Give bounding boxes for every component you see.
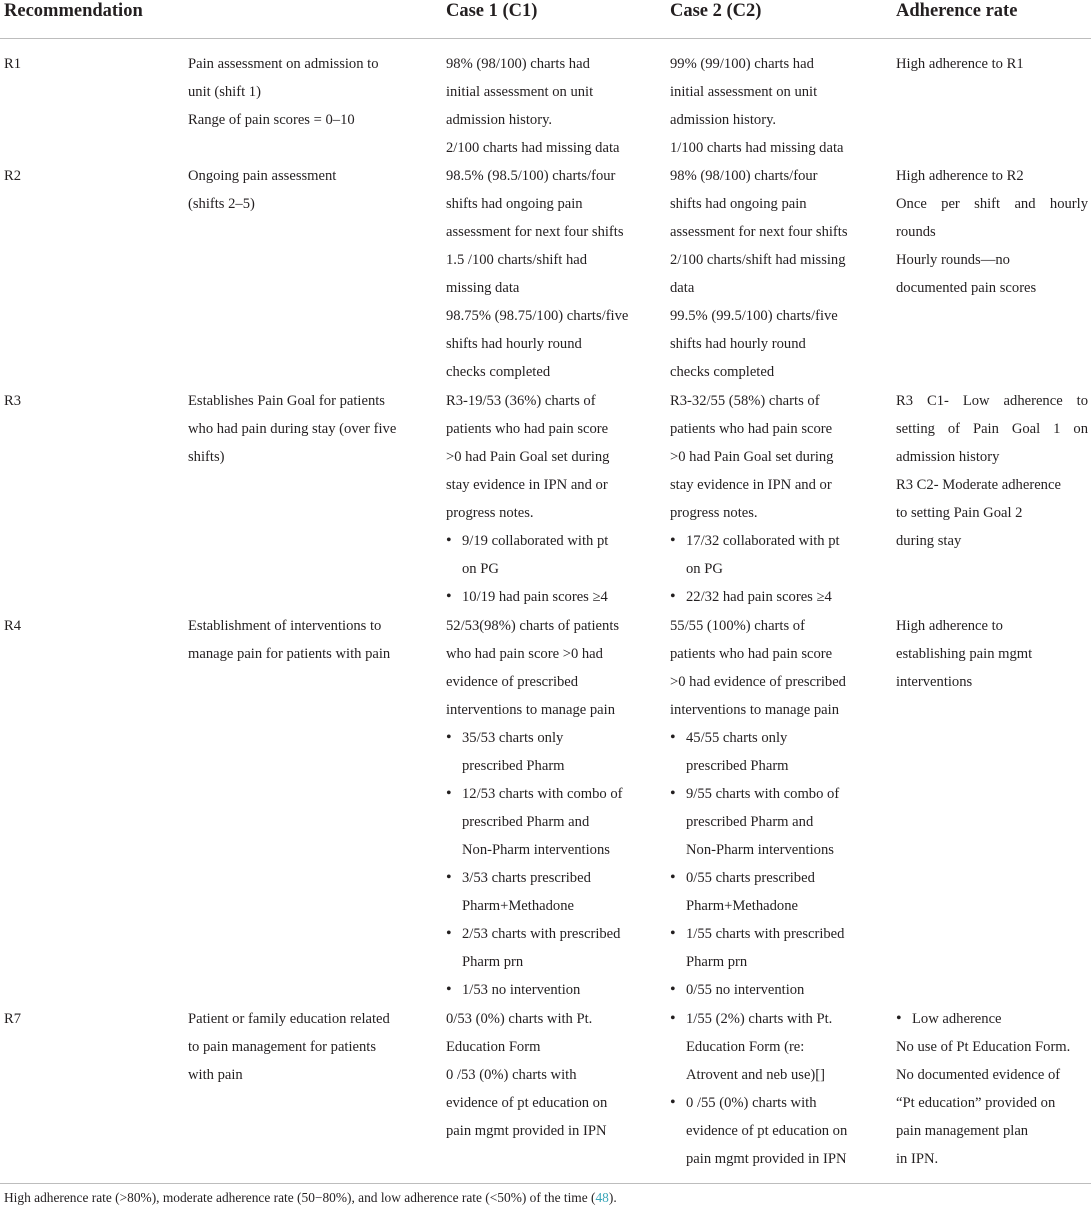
- case-1-result: R3-19/53 (36%) charts of patients who had pain score >0 had Pain Goal set during stay evidence in IPN and or progress notes. • 9/19 collaborated with pt on PG • 10/19 had pain scores ≥4: [446, 387, 646, 611]
- citation-link[interactable]: 48: [595, 1190, 609, 1205]
- recommendation-description: Establishes Pain Goal for patients who had pain during stay (over five shifts): [188, 393, 397, 465]
- case-1-result: 98% (98/100) charts had initial assessment on unit admission history. 2/100 charts had missing data: [446, 56, 620, 156]
- table-bottom-rule: [0, 1183, 1091, 1184]
- adherence-rate: High adherence to establishing pain mgmt interventions: [896, 618, 1033, 690]
- recommendation-id: R2: [4, 168, 22, 184]
- bullet-item: • 9/55 charts with combo of: [670, 780, 870, 808]
- header-recommendation: Recommendation: [4, 1, 143, 21]
- case-1-result: 98.5% (98.5/100) charts/four shifts had ongoing pain assessment for next four shifts 1.5 /100 charts/shift had missing data 98.75% (98.75/100) charts/five shifts had hourly round checks completed: [446, 168, 629, 380]
- header-adherence-rate: Adherence rate: [896, 1, 1018, 21]
- recommendation-description: Patient or family education related to pain management for patients with pain: [188, 1011, 390, 1083]
- recommendation-id: R4: [4, 618, 22, 634]
- case-2-result: 98% (98/100) charts/four shifts had ongoing pain assessment for next four shifts 2/100 charts/shift had missing data 99.5% (99.5/100) charts/five shifts had hourly round checks completed: [670, 168, 848, 380]
- table-footnote: [4, 1190, 617, 1206]
- bullet-item: • 1/53 no intervention: [446, 976, 646, 1004]
- adherence-rate: R3 C1- Low adherence to setting of Pain Goal 1 on admission history R3 C2- Moderate adherence to setting Pain Goal 2 during stay: [896, 393, 1088, 549]
- case-2-result: 99% (99/100) charts had initial assessment on unit admission history. 1/100 charts had missing data: [670, 56, 844, 156]
- recommendation-description: Establishment of interventions to manage pain for patients with pain: [188, 618, 391, 662]
- header-case-1: Case 1 (C1): [446, 1, 538, 21]
- adherence-rate: High adherence to R2 Once per shift and hourly rounds Hourly rounds—no documented pain scores: [896, 168, 1088, 296]
- case-2-result: 55/55 (100%) charts of patients who had pain score >0 had evidence of prescribed interventions to manage pain • 45/55 charts only prescribed Pharm • 9/55 charts with combo of prescribed Pharm and Non-Pharm interventions • 0/55 charts prescribed Pharm+Methadone • 1/55 charts with prescribed Pharm prn • 0/55 no intervention: [670, 612, 870, 1004]
- bullet-item: • 45/55 charts only: [670, 724, 870, 752]
- bullet-item: • 0 /55 (0%) charts with: [670, 1089, 870, 1117]
- recommendation-description: Pain assessment on admission to unit (shift 1) Range of pain scores = 0–10: [188, 56, 379, 128]
- case-1-result: 0/53 (0%) charts with Pt. Education Form 0 /53 (0%) charts with evidence of pt education on pain mgmt provided in IPN: [446, 1011, 608, 1139]
- bullet-item: • 2/53 charts with prescribed: [446, 920, 646, 948]
- bullet-item: • 22/32 had pain scores ≥4: [670, 583, 870, 611]
- adherence-rate: High adherence to R1: [896, 56, 1024, 72]
- table-header: [0, 0, 1091, 39]
- case-2-result: • 1/55 (2%) charts with Pt. Education Form (re: Atrovent and neb use)[] • 0 /55 (0%) charts with evidence of pt education on pain mgmt provided in IPN: [670, 1005, 870, 1173]
- header-case-2: Case 2 (C2): [670, 1, 762, 21]
- adherence-rate: • Low adherence No use of Pt Education Form. No documented evidence of “Pt education” provided on pain management plan in IPN.: [896, 1005, 1088, 1173]
- bullet-item: • 0/55 charts prescribed: [670, 864, 870, 892]
- bullet-item: • 3/53 charts prescribed: [446, 864, 646, 892]
- recommendation-id: R1: [4, 56, 22, 72]
- bullet-item: • 12/53 charts with combo of: [446, 780, 646, 808]
- bullet-item: • 17/32 collaborated with pt: [670, 527, 870, 555]
- recommendation-id: R7: [4, 1011, 22, 1027]
- bullet-item: • 35/53 charts only: [446, 724, 646, 752]
- bullet-item: • 10/19 had pain scores ≥4: [446, 583, 646, 611]
- case-2-result: R3-32/55 (58%) charts of patients who had pain score >0 had Pain Goal set during stay evidence in IPN and or progress notes. • 17/32 collaborated with pt on PG • 22/32 had pain scores ≥4: [670, 387, 870, 611]
- recommendation-id: R3: [4, 393, 22, 409]
- footnote-end: ).: [608, 1190, 617, 1205]
- footnote-text: High adherence rate (>80%), moderate adherence rate (50−80%), and low adherence rate (<50%) of the time (: [4, 1190, 596, 1205]
- bullet-item: • 9/19 collaborated with pt: [446, 527, 646, 555]
- case-1-result: 52/53(98%) charts of patients who had pain score >0 had evidence of prescribed interventions to manage pain • 35/53 charts only prescribed Pharm • 12/53 charts with combo of prescribed Pharm and Non-Pharm interventions • 3/53 charts prescribed Pharm+Methadone • 2/53 charts with prescribed Pharm prn • 1/53 no intervention: [446, 612, 646, 1004]
- bullet-item: • 0/55 no intervention: [670, 976, 870, 1004]
- bullet-item: • 1/55 charts with prescribed: [670, 920, 870, 948]
- bullet-item: • Low adherence: [896, 1005, 1088, 1033]
- bullet-item: • 1/55 (2%) charts with Pt.: [670, 1005, 870, 1033]
- recommendation-description: Ongoing pain assessment (shifts 2–5): [188, 168, 337, 212]
